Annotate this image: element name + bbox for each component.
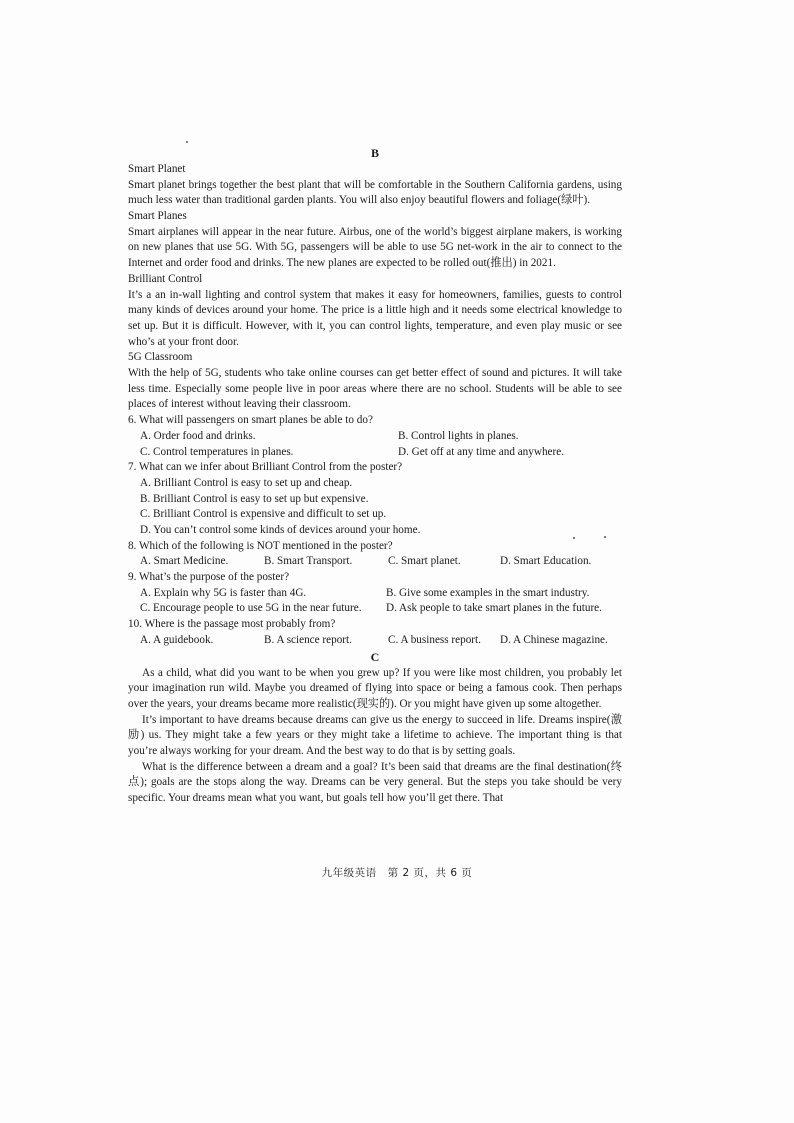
page-content bbox=[128, 145, 622, 807]
question-10-options bbox=[128, 633, 622, 649]
question-8-option-c: C. Smart planet. bbox=[388, 555, 461, 568]
question-10-option-a: A. A guidebook. bbox=[140, 633, 214, 646]
question-9-options-row-1 bbox=[128, 586, 622, 602]
passage-c-paragraph: What is the difference between a dream and a goal? It’s been said that dreams are the final destination(终点); goals are the stops along the way. Dreams can be very general. But the steps you take should be very specific. Your dreams mean what you want, but goals tell how you’ll get there. That bbox=[128, 760, 622, 805]
scan-speck bbox=[186, 141, 188, 143]
question-10-stem: 10. Where is the passage most probably from? bbox=[128, 618, 336, 631]
question-10-option-b: B. A science report. bbox=[264, 633, 352, 646]
question-9-option-d: D. Ask people to take smart planes in the future. bbox=[386, 602, 602, 615]
passage-c-paragraph: As a child, what did you want to be when you grew up? If you were like most children, you probably let your imagination run wild. Maybe you dreamed of flying into space or being a famous cook. Then perhaps over the years, your dreams became more realistic(现实的). Or you might have given up some altogether. bbox=[128, 666, 622, 710]
question-10-option-d: D. A Chinese magazine. bbox=[500, 633, 608, 646]
question-9-option-c: C. Encourage people to use 5G in the near future. bbox=[140, 602, 362, 615]
page-footer: 九年级英语 第 2 页，共 6 页 bbox=[321, 867, 473, 879]
item-title-smart-planes: Smart Planes bbox=[128, 210, 187, 223]
item-text-smart-planet: Smart planet brings together the best plant that will be comfortable in the Southern California gardens, using much less water than traditional garden plants. You will also enjoy beautiful flowers and foliage(绿叶). bbox=[128, 178, 622, 207]
question-8-options bbox=[128, 554, 622, 570]
question-6-option-d: D. Get off at any time and anywhere. bbox=[398, 445, 564, 458]
question-6-stem: 6. What will passengers on smart planes be able to do? bbox=[128, 414, 373, 427]
item-title-brilliant-control: Brilliant Control bbox=[128, 272, 203, 285]
question-9-options-row-2 bbox=[128, 601, 622, 617]
question-7-option-c: C. Brilliant Control is expensive and difficult to set up. bbox=[140, 508, 387, 521]
question-7-option-b: B. Brilliant Control is easy to set up but expensive. bbox=[140, 492, 369, 505]
question-8-option-d: D. Smart Education. bbox=[500, 555, 592, 568]
item-text-smart-planes: Smart airplanes will appear in the near future. Airbus, one of the world’s biggest airplane makers, is working on new planes that use 5G. With 5G, passengers will be able to use 5G net-work in the air to connect to the Internet and order food and drinks. The new planes are expected to be rolled out(推出) in 2021. bbox=[128, 225, 622, 270]
question-6-options-row-2 bbox=[128, 445, 622, 461]
question-7-stem: 7. What can we infer about Brilliant Control from the poster? bbox=[128, 461, 403, 474]
question-6-options-row-1 bbox=[128, 429, 622, 445]
question-8-option-b: B. Smart Transport. bbox=[264, 555, 353, 568]
question-6-option-c: C. Control temperatures in planes. bbox=[140, 445, 294, 458]
question-9-stem: 9. What’s the purpose of the poster? bbox=[128, 571, 290, 584]
question-7-option-d: D. You can’t control some kinds of devices around your home. bbox=[140, 524, 421, 536]
question-9-option-b: B. Give some examples in the smart industry. bbox=[386, 586, 590, 599]
item-text-brilliant-control: It’s a an in-wall lighting and control system that makes it easy for homeowners, families, guests to control many kinds of devices around your home. The price is a little high and it needs some electrical knowledge to set up. But it is difficult. However, with it, you can control lights, temperature, and even play music or see who’s at your front door. bbox=[128, 288, 622, 348]
question-9-option-a: A. Explain why 5G is faster than 4G. bbox=[140, 586, 307, 599]
question-8-option-a: A. Smart Medicine. bbox=[140, 555, 229, 568]
question-7-option-a: A. Brilliant Control is easy to set up and cheap. bbox=[140, 476, 353, 489]
passage-c-paragraph: It’s important to have dreams because dreams can give us the energy to succeed in life. Dreams inspire(激励) us. They might take a few years or they might take a lifetime to achieve. The important thing is that you’re always working for your dream. And the best way to do that is by setting goals. bbox=[128, 713, 622, 758]
item-title-smart-planet: Smart Planet bbox=[128, 163, 186, 175]
item-title-5g-classroom: 5G Classroom bbox=[128, 351, 193, 364]
section-c-heading: C bbox=[370, 649, 380, 664]
item-text-5g-classroom: With the help of 5G, students who take online courses can get better effect of sound and pictures. It will take less time. Especially some people live in poor areas where there are no school. Students will be able to see places of interest without leaving their classroom. bbox=[128, 367, 622, 411]
section-b-heading: B bbox=[370, 146, 379, 160]
question-10-option-c: C. A business report. bbox=[388, 633, 481, 646]
question-6-option-a: A. Order food and drinks. bbox=[140, 429, 256, 442]
question-8-stem: 8. Which of the following is NOT mentioned in the poster? bbox=[128, 539, 393, 552]
question-6-option-b: B. Control lights in planes. bbox=[398, 429, 519, 442]
